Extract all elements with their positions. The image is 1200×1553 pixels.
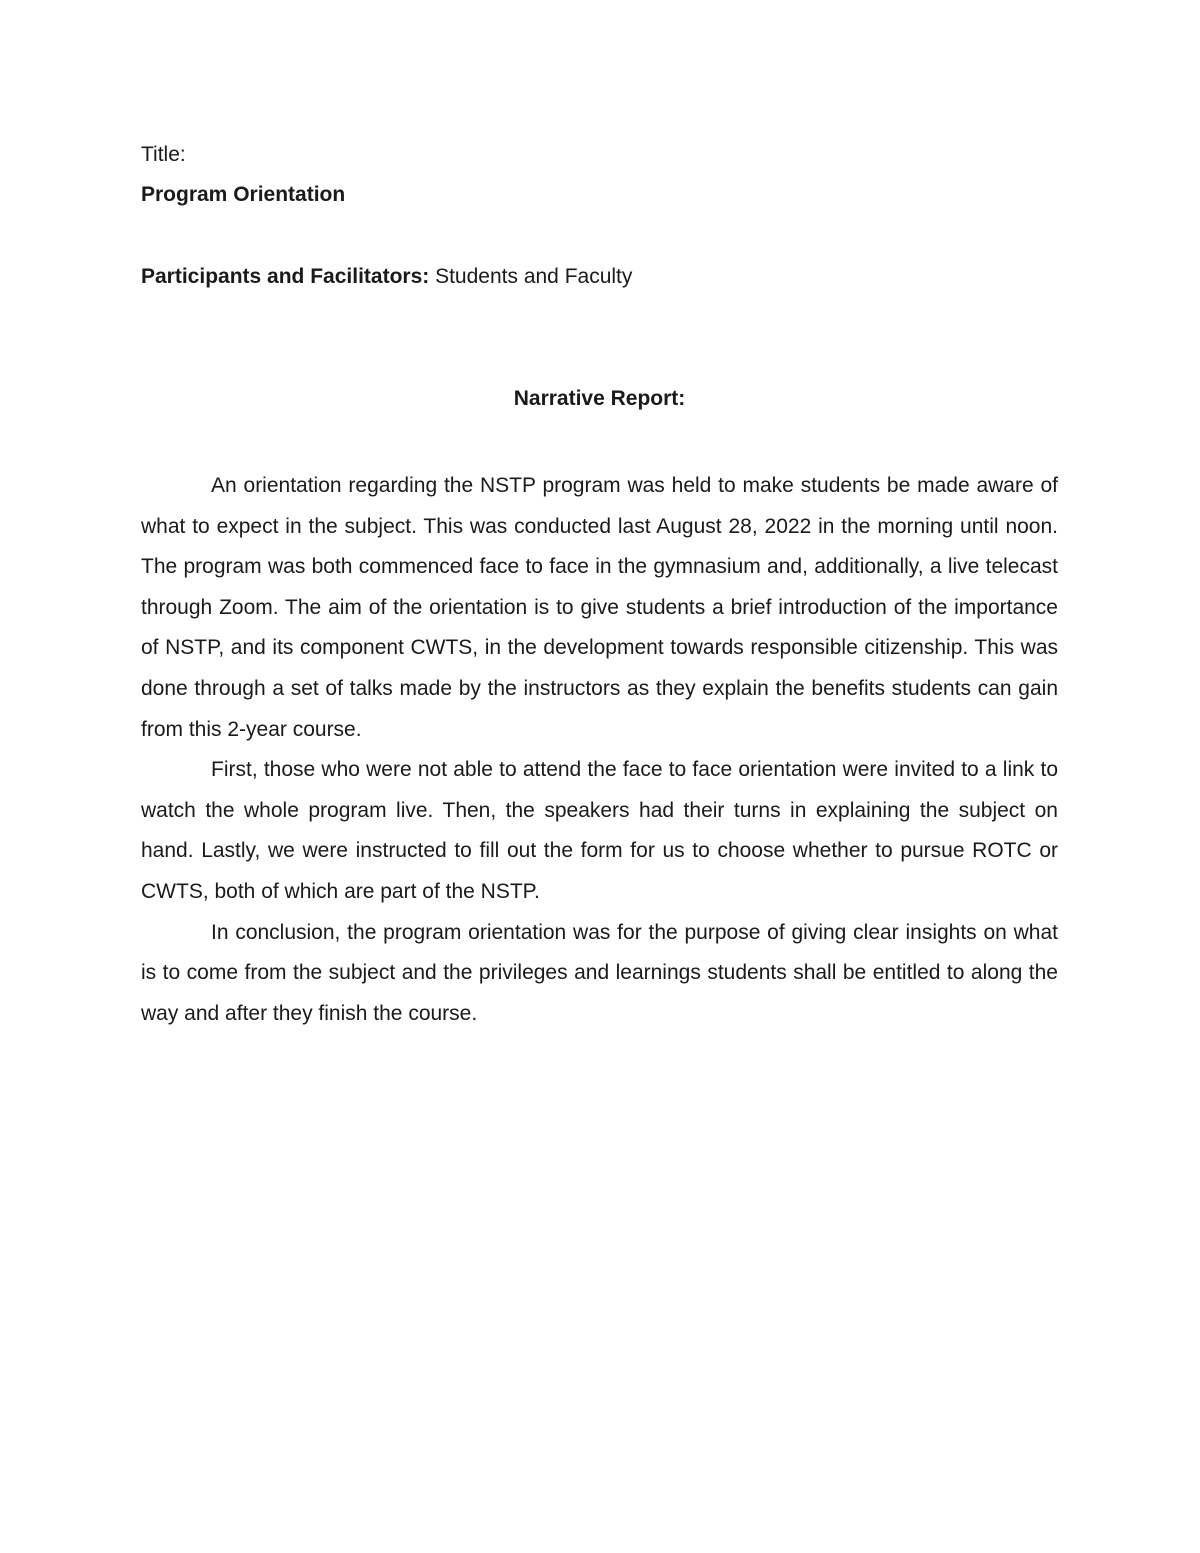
- title-label: Title:: [141, 143, 186, 166]
- paragraph: In conclusion, the program orientation was for the purpose of giving clear insights on what is to come from the subject and the privileges and learnings students shall be entitled to along the way and after they finish the course.: [141, 920, 1058, 1025]
- narrative-body: [141, 466, 1058, 1034]
- participants-value: Students and Faculty: [435, 265, 633, 288]
- participants-line: [141, 263, 632, 291]
- participants-label: Participants and Facilitators:: [141, 265, 430, 288]
- section-heading: Narrative Report:: [513, 387, 686, 410]
- paragraph: First, those who were not able to attend the face to face orientation were invited to a link to watch the whole program live. Then, the speakers had their turns in explaining the subject on hand. Lastly, we were instructed to fill out the form for us to choose whether to pursue ROTC or CWTS, both of which are part of the NSTP.: [141, 758, 1058, 903]
- document-title: Program Orientation: [141, 183, 346, 206]
- paragraph: An orientation regarding the NSTP program was held to make students be made aware of what to expect in the subject. This was conducted last August 28, 2022 in the morning until noon. The program was both commenced face to face in the gymnasium and, additionally, a live telecast through Zoom. The aim of the orientation is to give students a brief introduction of the importance of NSTP, and its component CWTS, in the development towards responsible citizenship. This was done through a set of talks made by the instructors as they explain the benefits students can gain from this 2-year course.: [141, 474, 1058, 741]
